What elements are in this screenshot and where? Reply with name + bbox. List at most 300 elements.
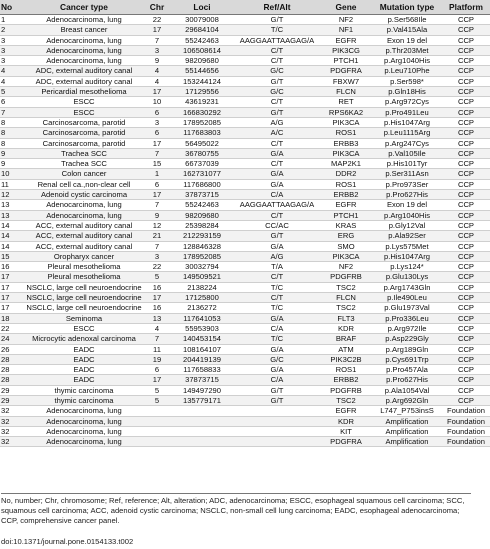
- cell-cancer-type: ESCC: [24, 107, 144, 117]
- cell-no: 3: [0, 35, 24, 45]
- cell-gene: RET: [320, 97, 372, 107]
- cell-platform: CCP: [442, 97, 490, 107]
- table-row: [0, 107, 490, 117]
- table-body: [0, 15, 490, 447]
- cell-gene: MAP2K1: [320, 159, 372, 169]
- cell-chr: 17: [144, 87, 170, 97]
- cell-chr: 7: [144, 35, 170, 45]
- cell-loci: 178952085: [170, 117, 234, 127]
- header-chr: Chr: [144, 0, 170, 15]
- cell-ref-alt: C/T: [234, 159, 320, 169]
- cell-ref-alt: C/A: [234, 323, 320, 333]
- cell-cancer-type: thymic carcinoma: [24, 385, 144, 395]
- cell-platform: CCP: [442, 138, 490, 148]
- cell-cancer-type: EADC: [24, 344, 144, 354]
- cell-chr: 16: [144, 282, 170, 292]
- cell-loci: 2136272: [170, 303, 234, 313]
- cell-cancer-type: EADC: [24, 354, 144, 364]
- cell-ref-alt: G/A: [234, 313, 320, 323]
- cell-mutation-type: p.Arg1040His: [372, 56, 442, 66]
- cell-chr: 6: [144, 107, 170, 117]
- cell-platform: CCP: [442, 231, 490, 241]
- cell-platform: CCP: [442, 25, 490, 35]
- cell-gene: PDGFRB: [320, 272, 372, 282]
- cell-chr: 7: [144, 200, 170, 210]
- cell-no: 29: [0, 395, 24, 405]
- table-row: [0, 76, 490, 86]
- cell-chr: 17: [144, 293, 170, 303]
- cell-mutation-type: Amplification: [372, 426, 442, 436]
- cell-chr: 13: [144, 313, 170, 323]
- cell-ref-alt: T/C: [234, 25, 320, 35]
- cell-gene: BRAF: [320, 334, 372, 344]
- cell-mutation-type: p.Arg972Cys: [372, 97, 442, 107]
- cell-mutation-type: L747_P753insS: [372, 406, 442, 416]
- cell-platform: CCP: [442, 117, 490, 127]
- cell-ref-alt: C/T: [234, 210, 320, 220]
- cell-loci: 117686800: [170, 179, 234, 189]
- cell-chr: 7: [144, 334, 170, 344]
- cell-platform: CCP: [442, 220, 490, 230]
- cell-mutation-type: p.Arg1040His: [372, 210, 442, 220]
- cell-platform: CCP: [442, 56, 490, 66]
- header-platform: Platform: [442, 0, 490, 15]
- cell-ref-alt: C/T: [234, 293, 320, 303]
- cell-mutation-type: p.Ser568Ile: [372, 15, 442, 25]
- cell-gene: PIK3CA: [320, 117, 372, 127]
- cell-no: 12: [0, 190, 24, 200]
- cell-platform: CCP: [442, 395, 490, 405]
- cell-mutation-type: p.His1047Arg: [372, 117, 442, 127]
- cell-platform: CCP: [442, 375, 490, 385]
- cell-chr: 17: [144, 190, 170, 200]
- cell-platform: CCP: [442, 262, 490, 272]
- cell-mutation-type: p.Leu1115Arg: [372, 128, 442, 138]
- cell-mutation-type: p.Val105Ile: [372, 148, 442, 158]
- cell-gene: PDGFRB: [320, 385, 372, 395]
- table-row: [0, 437, 490, 447]
- cell-platform: CCP: [442, 293, 490, 303]
- cell-ref-alt: G/A: [234, 169, 320, 179]
- cell-mutation-type: p.Arg1743Gln: [372, 282, 442, 292]
- table-row: [0, 293, 490, 303]
- cell-ref-alt: G/T: [234, 231, 320, 241]
- cell-platform: CCP: [442, 251, 490, 261]
- cell-cancer-type: Pleural mesothelioma: [24, 272, 144, 282]
- cell-no: 11: [0, 179, 24, 189]
- cell-loci: 55953903: [170, 323, 234, 333]
- cell-cancer-type: Adenocarcinoma, lung: [24, 56, 144, 66]
- header-no: No: [0, 0, 24, 15]
- table-row: [0, 220, 490, 230]
- cell-cancer-type: Adenocarcinoma, lung: [24, 15, 144, 25]
- cell-cancer-type: ACC, external auditory canal: [24, 241, 144, 251]
- cell-no: 28: [0, 354, 24, 364]
- cell-cancer-type: Adenocarcinoma, lung: [24, 426, 144, 436]
- cell-loci: [170, 426, 234, 436]
- cell-ref-alt: G/T: [234, 76, 320, 86]
- cell-platform: CCP: [442, 344, 490, 354]
- cell-cancer-type: ACC, external auditory canal: [24, 231, 144, 241]
- cell-platform: CCP: [442, 272, 490, 282]
- cell-gene: KDR: [320, 416, 372, 426]
- cell-mutation-type: p.Val415Ala: [372, 25, 442, 35]
- cell-chr: [144, 437, 170, 447]
- table-row: [0, 354, 490, 364]
- cell-chr: 6: [144, 179, 170, 189]
- cell-mutation-type: p.Arg189Gln: [372, 344, 442, 354]
- header-cancer-type: Cancer type: [24, 0, 144, 15]
- cell-ref-alt: T/C: [234, 303, 320, 313]
- cell-ref-alt: T/C: [234, 334, 320, 344]
- cell-cancer-type: Adenocarcinoma, lung: [24, 406, 144, 416]
- cell-cancer-type: Microcytic adenoxal carcinoma: [24, 334, 144, 344]
- cell-no: 28: [0, 365, 24, 375]
- cell-no: 32: [0, 426, 24, 436]
- cell-platform: CCP: [442, 179, 490, 189]
- cell-gene: KIT: [320, 426, 372, 436]
- cell-cancer-type: NSCLC, large cell neuroendocrine: [24, 293, 144, 303]
- cell-chr: 17: [144, 138, 170, 148]
- cell-platform: CCP: [442, 210, 490, 220]
- cell-chr: 4: [144, 66, 170, 76]
- cell-platform: CCP: [442, 15, 490, 25]
- table-row: [0, 66, 490, 76]
- table-row: [0, 416, 490, 426]
- cell-cancer-type: Seminoma: [24, 313, 144, 323]
- doi-label: doi:10.1371/journal.pone.0154133.t002: [1, 537, 134, 546]
- cell-ref-alt: C/T: [234, 45, 320, 55]
- cell-no: 32: [0, 406, 24, 416]
- cell-platform: CCP: [442, 159, 490, 169]
- cell-gene: SMO: [320, 241, 372, 251]
- cell-cancer-type: Carcinosarcoma, parotid: [24, 138, 144, 148]
- cell-mutation-type: p.Gln18His: [372, 87, 442, 97]
- cell-loci: 204419139: [170, 354, 234, 364]
- table-row: [0, 395, 490, 405]
- cell-chr: [144, 416, 170, 426]
- cell-gene: TSC2: [320, 303, 372, 313]
- cell-mutation-type: p.Ser598*: [372, 76, 442, 86]
- cell-no: 10: [0, 169, 24, 179]
- cell-gene: ERBB3: [320, 138, 372, 148]
- cell-chr: 21: [144, 231, 170, 241]
- cell-ref-alt: AAGGAATTAAGAG/A: [234, 200, 320, 210]
- cell-ref-alt: CC/AC: [234, 220, 320, 230]
- cell-chr: 16: [144, 303, 170, 313]
- cell-loci: 55144656: [170, 66, 234, 76]
- cell-gene: ERBB2: [320, 190, 372, 200]
- cell-cancer-type: NSCLC, large cell neuroendocrine: [24, 282, 144, 292]
- cell-platform: Foundation: [442, 437, 490, 447]
- table-row: [0, 241, 490, 251]
- cell-platform: CCP: [442, 76, 490, 86]
- cell-gene: PIK3CG: [320, 45, 372, 55]
- cell-loci: 106508614: [170, 45, 234, 55]
- table-row: [0, 365, 490, 375]
- cell-loci: 98209680: [170, 56, 234, 66]
- cell-loci: 29684104: [170, 25, 234, 35]
- cell-cancer-type: ESCC: [24, 97, 144, 107]
- table-row: [0, 35, 490, 45]
- cell-loci: 37873715: [170, 190, 234, 200]
- cell-mutation-type: p.Asp229Gly: [372, 334, 442, 344]
- cell-cancer-type: Adenocarcinoma, lung: [24, 416, 144, 426]
- table-row: [0, 97, 490, 107]
- cell-chr: 5: [144, 395, 170, 405]
- header-ref-alt: Ref/Alt: [234, 0, 320, 15]
- cell-cancer-type: Colon cancer: [24, 169, 144, 179]
- cell-no: 2: [0, 25, 24, 35]
- cell-chr: 7: [144, 148, 170, 158]
- cell-no: 17: [0, 303, 24, 313]
- cell-mutation-type: p.Arg692Gln: [372, 395, 442, 405]
- cell-platform: CCP: [442, 200, 490, 210]
- cell-chr: 11: [144, 344, 170, 354]
- cell-gene: PIK3C2B: [320, 354, 372, 364]
- cell-no: 14: [0, 220, 24, 230]
- cell-mutation-type: p.Pro627His: [372, 190, 442, 200]
- cell-ref-alt: A/G: [234, 117, 320, 127]
- cell-mutation-type: p.Pro457Ala: [372, 365, 442, 375]
- cell-gene: NF2: [320, 262, 372, 272]
- cell-ref-alt: G/A: [234, 241, 320, 251]
- cell-gene: ERG: [320, 231, 372, 241]
- cell-mutation-type: p.Glu1973Val: [372, 303, 442, 313]
- cell-mutation-type: Exon 19 del: [372, 200, 442, 210]
- cell-ref-alt: G/C: [234, 87, 320, 97]
- cell-ref-alt: G/A: [234, 179, 320, 189]
- cell-cancer-type: Adenocarcinoma, lung: [24, 35, 144, 45]
- cell-mutation-type: p.Lys575Met: [372, 241, 442, 251]
- cell-ref-alt: C/T: [234, 97, 320, 107]
- cell-cancer-type: Adenocarcinoma, lung: [24, 45, 144, 55]
- cell-cancer-type: EADC: [24, 365, 144, 375]
- cell-chr: [144, 426, 170, 436]
- table-row: [0, 87, 490, 97]
- cell-mutation-type: p.Ala1054Val: [372, 385, 442, 395]
- table-row: [0, 303, 490, 313]
- cell-loci: [170, 437, 234, 447]
- cell-loci: 30079008: [170, 15, 234, 25]
- cell-cancer-type: Adenocarcinoma, lung: [24, 200, 144, 210]
- cell-chr: 6: [144, 128, 170, 138]
- cell-chr: 5: [144, 272, 170, 282]
- table-row: [0, 159, 490, 169]
- cell-gene: EGFR: [320, 200, 372, 210]
- cell-no: 7: [0, 107, 24, 117]
- cell-platform: CCP: [442, 334, 490, 344]
- cell-loci: 56495022: [170, 138, 234, 148]
- table-row: [0, 56, 490, 66]
- cell-platform: CCP: [442, 282, 490, 292]
- cell-loci: 17125800: [170, 293, 234, 303]
- table-row: [0, 15, 490, 25]
- cell-mutation-type: Amplification: [372, 416, 442, 426]
- cell-ref-alt: [234, 426, 320, 436]
- cell-mutation-type: p.Ala92Ser: [372, 231, 442, 241]
- cell-ref-alt: G/T: [234, 395, 320, 405]
- cell-gene: FLCN: [320, 293, 372, 303]
- table-row: [0, 251, 490, 261]
- cell-chr: 3: [144, 45, 170, 55]
- cell-gene: RPS6KA2: [320, 107, 372, 117]
- cell-gene: NF1: [320, 25, 372, 35]
- cell-cancer-type: Adenocarcinoma, lung: [24, 437, 144, 447]
- cell-platform: CCP: [442, 45, 490, 55]
- header-mutation-type: Mutation type: [372, 0, 442, 15]
- cell-loci: 149497290: [170, 385, 234, 395]
- cell-no: 24: [0, 334, 24, 344]
- cell-ref-alt: A/G: [234, 251, 320, 261]
- cell-loci: 55242463: [170, 200, 234, 210]
- cell-loci: 108164107: [170, 344, 234, 354]
- cell-no: 6: [0, 97, 24, 107]
- cell-mutation-type: p.Arg247Cys: [372, 138, 442, 148]
- cell-mutation-type: p.Thr203Met: [372, 45, 442, 55]
- table-row: [0, 375, 490, 385]
- cell-gene: ATM: [320, 344, 372, 354]
- cell-ref-alt: A/C: [234, 128, 320, 138]
- cell-no: 8: [0, 128, 24, 138]
- cell-loci: 36780755: [170, 148, 234, 158]
- cell-loci: 178952085: [170, 251, 234, 261]
- cell-gene: FLCN: [320, 87, 372, 97]
- table-row: [0, 323, 490, 333]
- cell-platform: Foundation: [442, 406, 490, 416]
- cell-ref-alt: G/A: [234, 344, 320, 354]
- cell-gene: TSC2: [320, 282, 372, 292]
- cell-loci: 17129556: [170, 87, 234, 97]
- cell-mutation-type: p.Gly12Val: [372, 220, 442, 230]
- cell-gene: KDR: [320, 323, 372, 333]
- table-row: [0, 231, 490, 241]
- cell-loci: 212293159: [170, 231, 234, 241]
- table-row: [0, 210, 490, 220]
- cell-chr: 22: [144, 262, 170, 272]
- cell-no: 16: [0, 262, 24, 272]
- table-row: [0, 190, 490, 200]
- cell-ref-alt: G/A: [234, 365, 320, 375]
- cell-no: 3: [0, 45, 24, 55]
- cell-loci: 149509521: [170, 272, 234, 282]
- table-row: [0, 25, 490, 35]
- cell-platform: CCP: [442, 148, 490, 158]
- cell-no: 8: [0, 117, 24, 127]
- cell-no: 5: [0, 87, 24, 97]
- table-row: [0, 282, 490, 292]
- cell-platform: CCP: [442, 87, 490, 97]
- cell-gene: ERBB2: [320, 375, 372, 385]
- cell-chr: 7: [144, 241, 170, 251]
- cell-cancer-type: Trachea SCC: [24, 148, 144, 158]
- cell-gene: EGFR: [320, 35, 372, 45]
- cell-chr: 4: [144, 323, 170, 333]
- cell-loci: 166830292: [170, 107, 234, 117]
- cell-gene: DDR2: [320, 169, 372, 179]
- cell-ref-alt: [234, 437, 320, 447]
- table-row: [0, 179, 490, 189]
- cell-no: 29: [0, 385, 24, 395]
- table-row: [0, 272, 490, 282]
- cell-mutation-type: p.Arg972Ile: [372, 323, 442, 333]
- cell-cancer-type: Pleural mesothelioma: [24, 262, 144, 272]
- cell-mutation-type: p.Pro973Ser: [372, 179, 442, 189]
- table-footnote: No, number; Chr, chromosome; Ref, reference; Alt, alteration; ADC, adenocarcinoma; ESCC, esophageal squamous cell carcinoma; SCC, squamous cell carcinoma; ACC, adenoid cystic carcinoma; NSCLC, non-small cell lung carcinoma; EADC, esophageal adenocarcinoma; CCP, comprehensive cancer panel.: [1, 493, 471, 526]
- cell-platform: CCP: [442, 313, 490, 323]
- cell-ref-alt: C/A: [234, 375, 320, 385]
- cell-gene: PTCH1: [320, 210, 372, 220]
- cell-gene: PTCH1: [320, 56, 372, 66]
- table-row: [0, 406, 490, 416]
- cell-ref-alt: [234, 416, 320, 426]
- cell-no: 22: [0, 323, 24, 333]
- cell-platform: Foundation: [442, 416, 490, 426]
- cell-gene: PIK3CA: [320, 251, 372, 261]
- cell-ref-alt: G/C: [234, 66, 320, 76]
- cell-cancer-type: Pericardial mesothelioma: [24, 87, 144, 97]
- table-row: [0, 200, 490, 210]
- cell-ref-alt: G/T: [234, 107, 320, 117]
- cell-cancer-type: NSCLC, large cell neuroendocrine: [24, 303, 144, 313]
- cell-no: 4: [0, 76, 24, 86]
- cell-platform: Foundation: [442, 426, 490, 436]
- cell-loci: 25398284: [170, 220, 234, 230]
- cell-no: 15: [0, 251, 24, 261]
- cell-platform: CCP: [442, 385, 490, 395]
- cell-gene: PDGFRA: [320, 437, 372, 447]
- cell-cancer-type: ADC, external auditory canal: [24, 76, 144, 86]
- cell-loci: 43619231: [170, 97, 234, 107]
- cell-loci: 117683803: [170, 128, 234, 138]
- cell-chr: 9: [144, 56, 170, 66]
- cell-chr: 17: [144, 375, 170, 385]
- cell-gene: PIK3CA: [320, 148, 372, 158]
- cell-gene: ROS1: [320, 128, 372, 138]
- table-row: [0, 128, 490, 138]
- cell-ref-alt: G/T: [234, 385, 320, 395]
- cell-platform: CCP: [442, 107, 490, 117]
- cell-cancer-type: Adenocarcinoma, lung: [24, 210, 144, 220]
- cell-no: 9: [0, 159, 24, 169]
- cell-chr: 3: [144, 117, 170, 127]
- cell-loci: 140453154: [170, 334, 234, 344]
- cell-platform: CCP: [442, 66, 490, 76]
- cell-ref-alt: G/C: [234, 354, 320, 364]
- cell-cancer-type: Renal cell ca.,non-clear cell: [24, 179, 144, 189]
- cell-chr: 12: [144, 220, 170, 230]
- cell-loci: [170, 416, 234, 426]
- cell-gene: FBXW7: [320, 76, 372, 86]
- cell-platform: CCP: [442, 35, 490, 45]
- cell-mutation-type: p.Pro491Leu: [372, 107, 442, 117]
- table-row: [0, 117, 490, 127]
- cell-platform: CCP: [442, 190, 490, 200]
- table-row: [0, 385, 490, 395]
- cell-mutation-type: p.Pro627His: [372, 375, 442, 385]
- cell-gene: EGFR: [320, 406, 372, 416]
- cell-no: 26: [0, 344, 24, 354]
- cell-chr: 3: [144, 251, 170, 261]
- cell-loci: 135779171: [170, 395, 234, 405]
- cell-platform: CCP: [442, 128, 490, 138]
- cell-loci: 128846328: [170, 241, 234, 251]
- cell-ref-alt: T/A: [234, 262, 320, 272]
- cell-cancer-type: Carcinosarcoma, parotid: [24, 117, 144, 127]
- cell-ref-alt: C/A: [234, 190, 320, 200]
- table-row: [0, 426, 490, 436]
- cell-chr: 17: [144, 25, 170, 35]
